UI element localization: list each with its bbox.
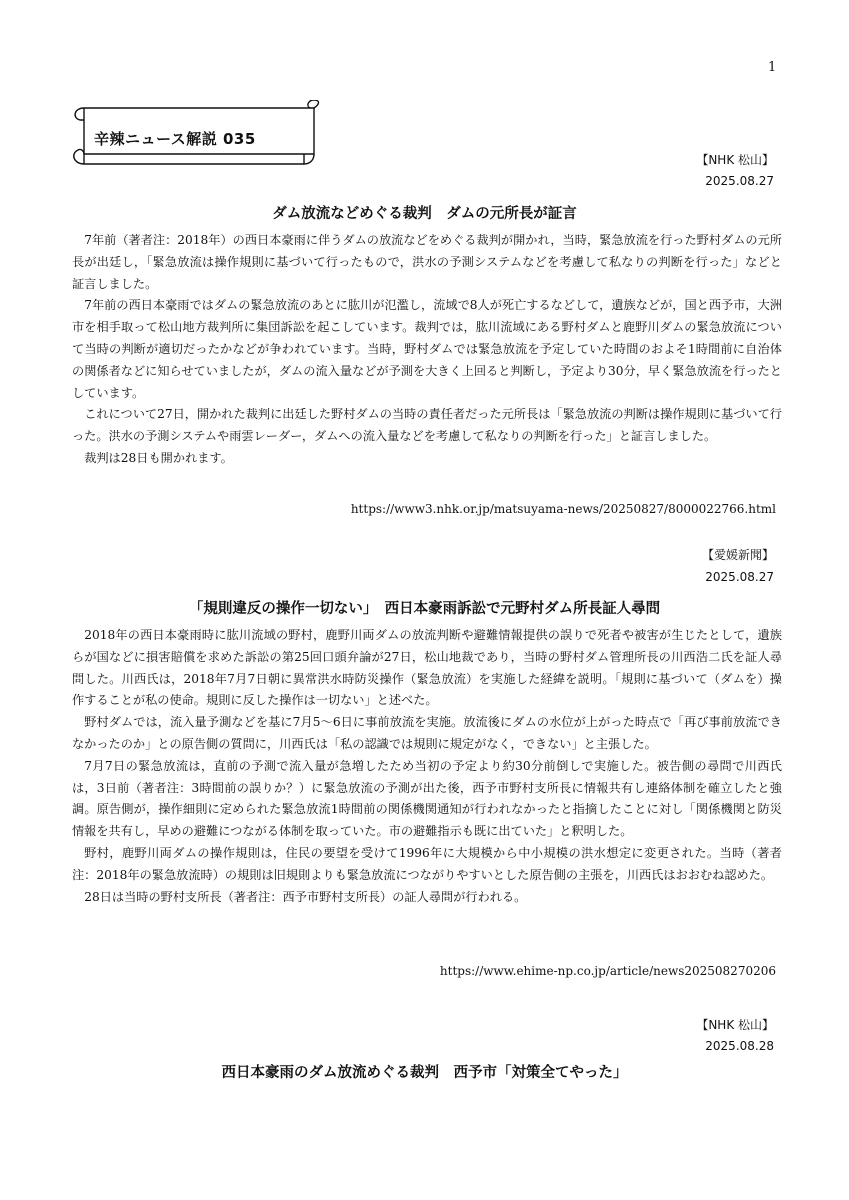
paragraph: 7月7日の緊急放流は，直前の予測で流入量が急増したため当初の予定より約30分前倒しで実施した。被告側の尋問で川西氏は，3日前（著者注：3時間前の誤りか？）に緊急放流の予測が出た後，西予市野村支所長に情報共有し連絡体制を確立したと強調。原告側が，操作細則に定められた緊急放流1時間前の関係機関通知が行われなかったと指摘したことに対し「関係機関と防災情報を共有し，早めの避難につながる体制を取っていた。市の避難指示も既に出ていた」と釈明した。 (72, 758, 782, 839)
article-url[interactable]: https://www.ehime-np.co.jp/article/news202508270206 (439, 964, 776, 978)
paragraph: 7年前（著者注：2018年）の西日本豪雨に伴うダムの放流などをめぐる裁判が開かれ，当時，緊急放流を行った野村ダムの元所長が出廷し，「緊急放流は操作規則に基づいて行ったもので，洪水の予測システムなどを考慮して私なりの判断を行った」などと証言しました。 (72, 233, 782, 291)
article-title: 「規則違反の操作一切ない」 西日本豪雨訴訟で元野村ダム所長証人尋問 (188, 601, 661, 617)
banner-label: 辛辣ニュース解説 035 (94, 130, 256, 148)
article-source: 【NHK 松山】 (696, 1018, 774, 1032)
paragraph: 7年前の西日本豪雨ではダムの緊急放流のあとに肱川が氾濫し，流域で8人が死亡するなどして，遺族などが，国と西予市，大洲市を相手取って松山地方裁判所に集団訴訟を起こしています。裁判では，肱川流域にある野村ダムと鹿野川ダムの緊急放流について当時の判断が適切だったかなどが争われています。当時，野村ダムでは緊急放流を予定していた時間のおよそ1時間前に自治体の関係者などに知らせていましたが，ダムの流入量などが予測を大きく上回ると判断し，予定より30分，早く緊急放流を行ったとしています。 (72, 298, 782, 400)
article-date: 2025.08.27 (705, 174, 774, 188)
article-title: ダム放流などめぐる裁判 ダムの元所長が証言 (272, 206, 577, 222)
article-date: 2025.08.27 (705, 570, 774, 584)
paragraph: 2018年の西日本豪雨時に肱川流域の野村，鹿野川両ダムの放流判断や避難情報提供の誤りで死者や被害が生じたとして，遺族らが国などに損害賠償を求めた訴訟の第25回口頭弁論が27日，松山地裁であり，当時の野村ダム管理所長の川西浩二氏を証人尋問した。川西氏は，2018年7月7日朝に異常洪水時防災操作（緊急放流）を実施した経緯を説明。「規則に基づいて（ダムを）操作することが私の使命。規則に反した操作は一切ない」と述べた。 (72, 628, 782, 708)
article-body (72, 230, 782, 470)
paragraph: 28日は当時の野村支所長（著者注：西予市野村支所長）の証人尋問が行われる。 (84, 889, 527, 904)
article-url[interactable]: https://www3.nhk.or.jp/matsuyama-news/20250827/8000022766.html (350, 502, 776, 516)
article-source: 【NHK 松山】 (696, 153, 774, 167)
paragraph: 野村，鹿野川両ダムの操作規則は，住民の要望を受けて1996年に大規模から中小規模の洪水想定に変更された。当時（著者注：2018年の緊急放流時）の規則は旧規則よりも緊急放流につながりやすいとした原告側の主張を，川西氏はおおむね認めた。 (72, 845, 782, 882)
article-title: 西日本豪雨のダム放流めぐる裁判 西予市「対策全てやった」 (221, 1065, 628, 1081)
page-number: 1 (768, 60, 777, 75)
article-date: 2025.08.28 (705, 1039, 774, 1053)
article-source: 【愛媛新聞】 (701, 548, 774, 562)
paragraph: 裁判は28日も開かれます。 (84, 450, 233, 465)
paragraph: 野村ダムでは，流入量予測などを基に7月5～6日に事前放流を実施。放流後にダムの水位が上がった時点で「再び事前放流できなかったのか」との原告側の質問に，川西氏は「私の認識では規則に規定がなく，できない」と主張した。 (72, 715, 782, 751)
paragraph: これについて27日，開かれた裁判に出廷した野村ダムの当時の責任者だった元所長は「緊急放流の判断は操作規則に基づいて行った。洪水の予測システムや雨雲レーダー，ダムへの流入量などを考慮して私なりの判断を行った」と証言しました。 (72, 407, 782, 444)
article-body (72, 625, 782, 908)
